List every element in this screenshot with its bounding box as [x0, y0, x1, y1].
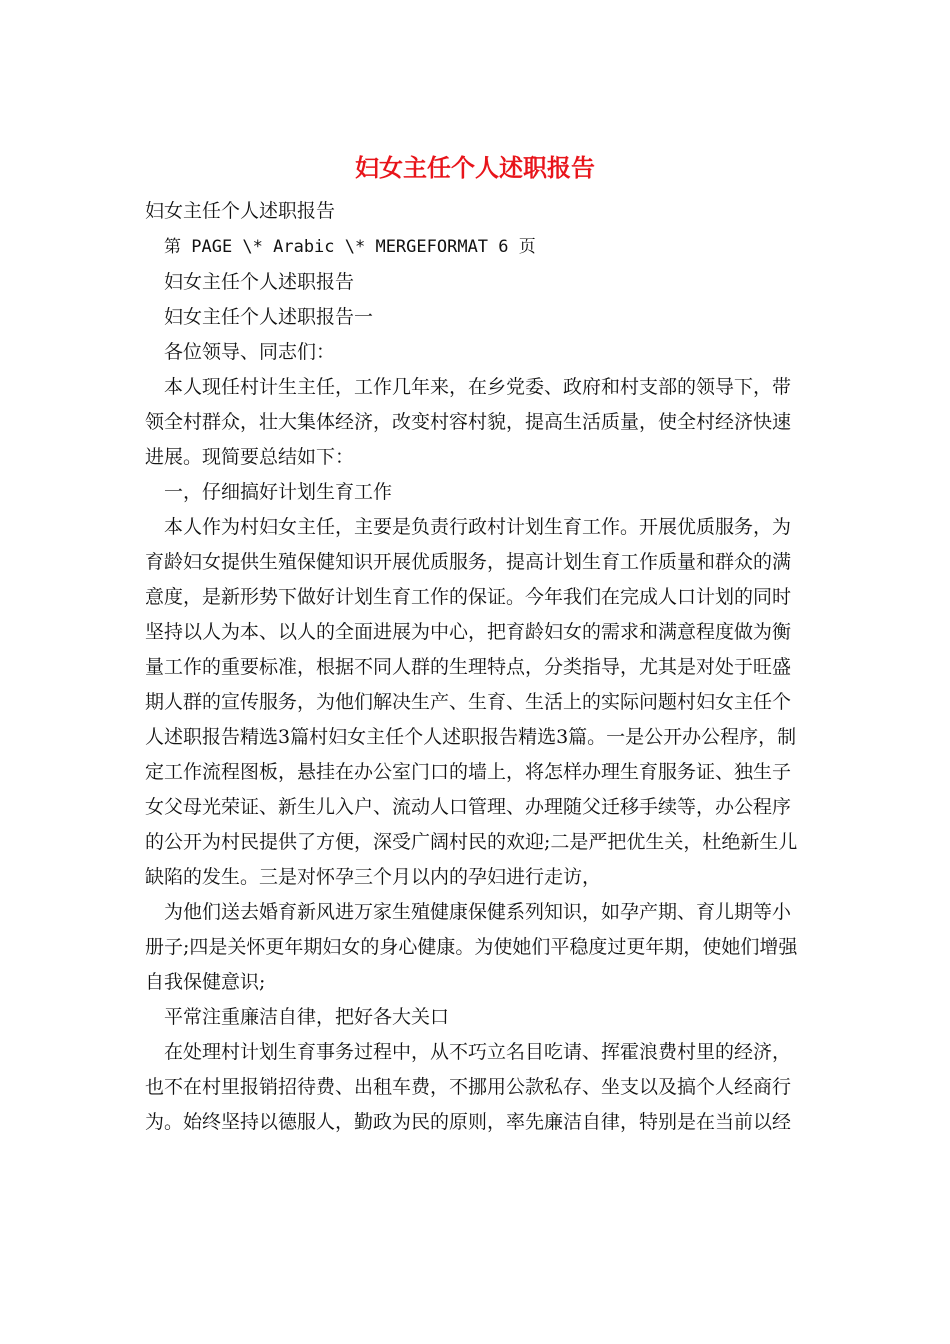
- paragraph-heading-2: 平常注重廉洁自律，把好各大关口: [164, 1006, 450, 1028]
- document-title: 妇女主任个人述职报告: [355, 153, 595, 182]
- paragraph-intro: 本人现任村计生主任，工作几年来，在乡党委、政府和村支部的领导下，带领全村群众，壮大集体经济，改变村容村貌，提高生活质量，使全村经济快速进展。现简要总结如下：: [145, 376, 792, 468]
- paragraph-salutation: 各位领导、同志们：: [164, 341, 336, 363]
- paragraph-subtitle: 妇女主任个人述职报告: [164, 271, 355, 293]
- document-body: [145, 194, 805, 1140]
- paragraph-section-title: 妇女主任个人述职报告一: [164, 306, 374, 328]
- paragraph-body-2: 为他们送去婚育新风进万家生殖健康保健系列知识，如孕产期、育儿期等小册子;四是关怀更年期妇女的身心健康。为使她们平稳度过更年期，使她们增强自我保健意识;: [145, 901, 798, 993]
- page-field-code: [145, 229, 805, 265]
- page-field-code-text: 第 PAGE \* Arabic \* MERGEFORMAT 6 页: [164, 237, 536, 257]
- paragraph-body-3: 在处理村计划生育事务过程中，从不巧立名目吃请、挥霍浪费村里的经济，也不在村里报销招待费、出租车费，不挪用公款私存、坐支以及搞个人经商行为。始终坚持以德服人，勤政为民的原则，率先廉洁自律，特别是在当前以经: [145, 1041, 792, 1133]
- paragraph-heading-1: 一，仔细搞好计划生育工作: [164, 481, 393, 503]
- paragraph-body-1: 本人作为村妇女主任，主要是负责行政村计划生育工作。开展优质服务，为育龄妇女提供生殖保健知识开展优质服务，提高计划生育工作质量和群众的满意度，是新形势下做好计划生育工作的保证。今年我们在完成人口计划的同时坚持以人为本、以人的全面进展为中心，把育龄妇女的需求和满意程度做为衡量工作的重要标准，根据不同人群的生理特点，分类指导，尤其是对处于旺盛期人群的宣传服务，为他们解决生产、生育、生活上的实际问题村妇女主任个人述职报告精选3篇村妇女主任个人述职报告精选3篇。一是公开办公程序，制定工作流程图板，悬挂在办公室门口的墙上，将怎样办理生育服务证、独生子女父母光荣证、新生儿入户、流动人口管理、办理随父迁移手续等，办公程序的公开为村民提供了方便，深受广阔村民的欢迎;二是严把优生关，杜绝新生儿缺陷的发生。三是对怀孕三个月以内的孕妇进行走访，: [145, 516, 798, 888]
- paragraph-heading: 妇女主任个人述职报告: [145, 200, 336, 222]
